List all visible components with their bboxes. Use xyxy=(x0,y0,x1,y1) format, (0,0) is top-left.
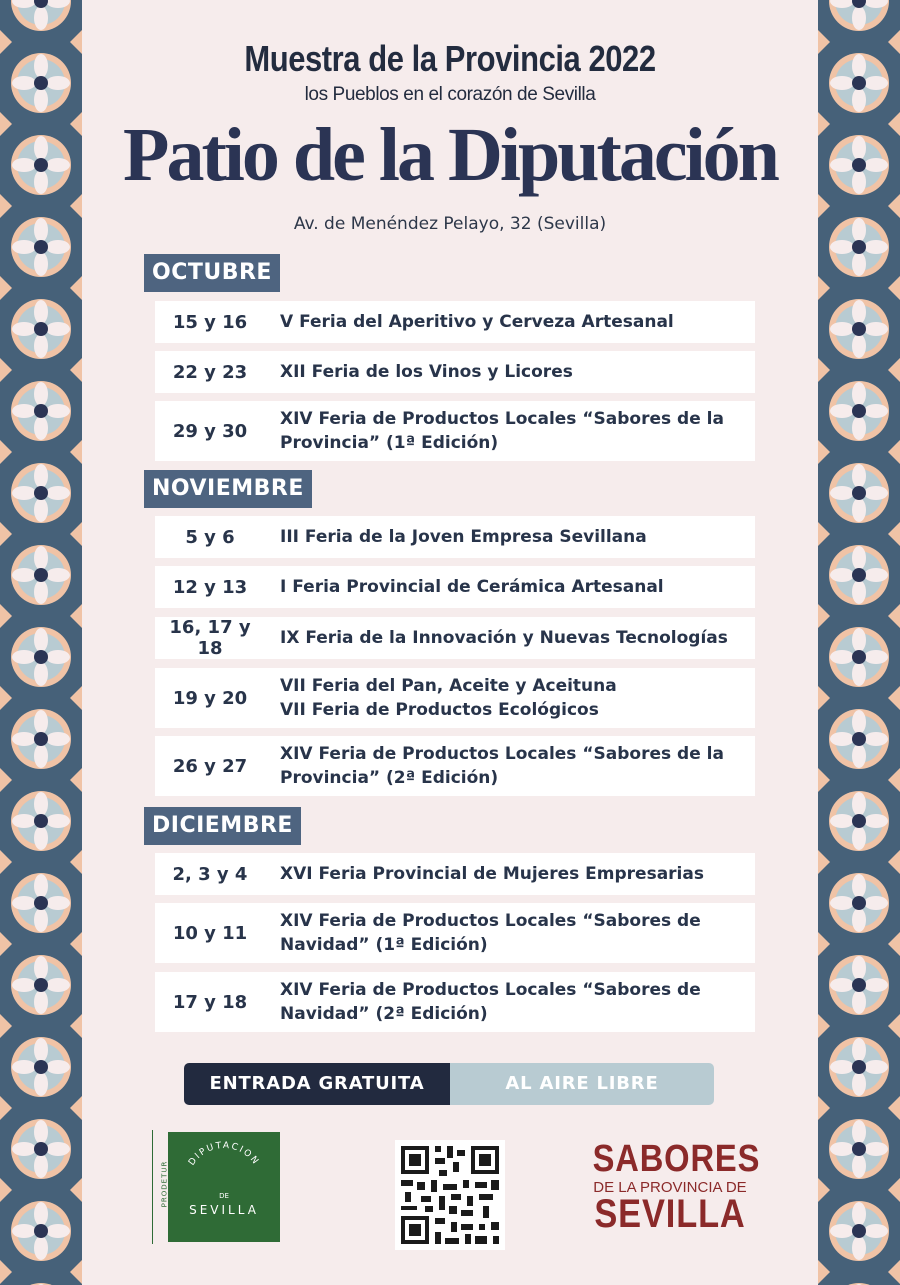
azulejo-border-right xyxy=(818,0,900,1285)
event-title: V Feria del Aperitivo y Cerveza Artesanal xyxy=(280,312,674,332)
event-title: I Feria Provincial de Cerámica Artesanal xyxy=(280,577,664,597)
event-date: 19 y 20 xyxy=(172,687,248,709)
prodetur-label: PRODETUR xyxy=(160,1160,169,1208)
event-row xyxy=(155,853,755,895)
event-date: 2, 3 y 4 xyxy=(172,863,248,885)
month-heading-octubre: OCTUBRE xyxy=(144,254,280,292)
event-title: XIV Feria de Productos Locales “Sabores de la Provincia” (2ª Edición) xyxy=(280,744,724,788)
event-title: IX Feria de la Innovación y Nuevas Tecnologías xyxy=(280,628,728,648)
event-title-line: VII Feria del Pan, Aceite y Aceituna xyxy=(280,676,617,696)
event-row xyxy=(155,668,755,728)
venue-address: Av. de Menéndez Pelayo, 32 (Sevilla) xyxy=(293,214,607,234)
event-date: 29 y 30 xyxy=(172,420,248,442)
svg-text:DIPUTACION xyxy=(187,1141,261,1168)
event-date: 26 y 27 xyxy=(172,755,248,777)
diputacion-arc-text: DIPUTACION xyxy=(187,1140,261,1168)
event-date: 12 y 13 xyxy=(172,576,248,598)
month-heading-diciembre: DICIEMBRE xyxy=(144,807,301,845)
event-date: 5 y 6 xyxy=(185,526,235,548)
event-title: XIV Feria de Productos Locales “Sabores de la Provincia” (1ª Edición) xyxy=(280,409,724,453)
diputacion-name-text: SEVILLA xyxy=(189,1203,259,1217)
event-date: 17 y 18 xyxy=(172,991,248,1013)
sabores-logo-line1: SABORES xyxy=(592,1138,761,1180)
poster-content xyxy=(82,0,818,1285)
event-title xyxy=(265,674,627,722)
diputacion-de-text: DE xyxy=(219,1192,229,1200)
event-title: XII Feria de los Vinos y Licores xyxy=(280,362,573,382)
sabores-logo-line3: SEVILLA xyxy=(594,1192,746,1236)
azulejo-border-left xyxy=(0,0,82,1285)
sabores-logo-line2: DE LA PROVINCIA DE xyxy=(593,1179,747,1196)
event-title: XIV Feria de Productos Locales “Sabores de Navidad” (2ª Edición) xyxy=(280,980,701,1024)
diputacion-sevilla-logo xyxy=(152,1130,280,1244)
event-title: III Feria de la Joven Empresa Sevillana xyxy=(280,527,647,547)
event-row xyxy=(155,566,755,608)
event-row xyxy=(155,301,755,343)
month-heading-noviembre: NOVIEMBRE xyxy=(144,470,312,508)
event-series-title: Muestra de la Provincia 2022 xyxy=(244,38,656,79)
qr-code-icon xyxy=(395,1140,505,1250)
event-date: 22 y 23 xyxy=(172,361,248,383)
event-row xyxy=(155,516,755,558)
event-title: XIV Feria de Productos Locales “Sabores de Navidad” (1ª Edición) xyxy=(280,911,701,955)
event-row xyxy=(155,903,755,963)
event-row xyxy=(155,972,755,1032)
event-row xyxy=(155,401,755,461)
event-title-line: VII Feria de Productos Ecológicos xyxy=(280,700,599,720)
venue-title: Patio de la Diputación xyxy=(123,113,777,197)
sabores-provincia-logo xyxy=(580,1138,760,1237)
event-row xyxy=(155,736,755,796)
event-row xyxy=(155,351,755,393)
event-series-subtitle: los Pueblos en el corazón de Sevilla xyxy=(304,84,596,105)
free-entry-label: ENTRADA GRATUITA xyxy=(184,1063,450,1105)
qr-code[interactable] xyxy=(395,1140,505,1250)
diputacion-emblem-icon xyxy=(168,1132,280,1242)
event-date: 15 y 16 xyxy=(172,311,248,333)
event-date: 10 y 11 xyxy=(172,922,248,944)
outdoor-label: AL AIRE LIBRE xyxy=(450,1063,714,1105)
event-row xyxy=(155,617,755,659)
event-title: XVI Feria Provincial de Mujeres Empresarias xyxy=(280,864,704,884)
event-date: 16, 17 y 18 xyxy=(169,617,251,659)
